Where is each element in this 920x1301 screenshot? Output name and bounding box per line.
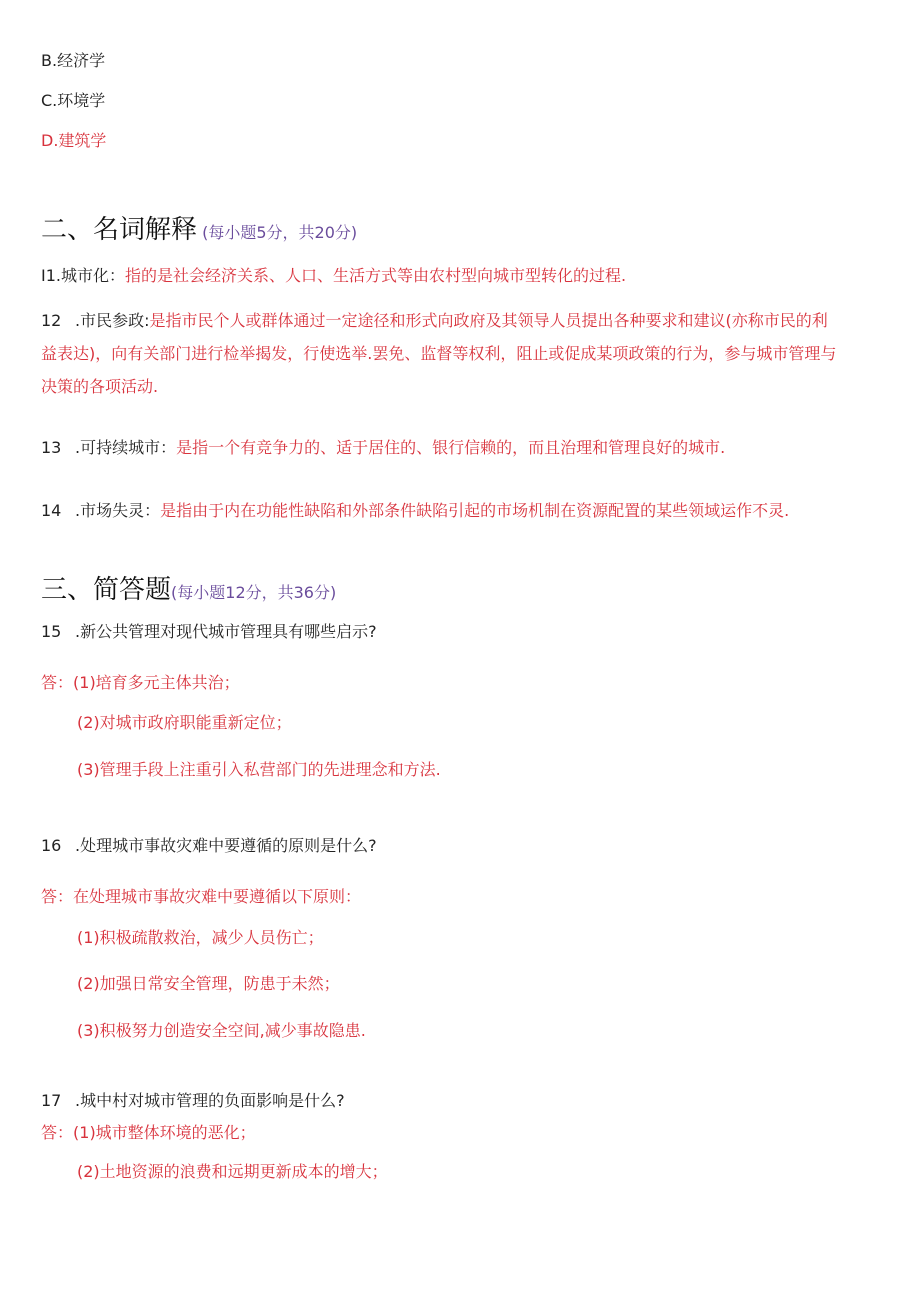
question xyxy=(41,1091,345,1111)
question-number: 16 xyxy=(41,836,62,855)
answer-label: 答： xyxy=(41,673,74,692)
question xyxy=(41,836,377,856)
answer-line xyxy=(41,1123,256,1143)
question-text: .处理城市事故灾难中要遵循的原则是什么? xyxy=(75,836,377,855)
answer-point: (1)城市整体环境的恶化； xyxy=(73,1123,256,1142)
answer-point: (1)培育多元主体共治； xyxy=(73,673,240,692)
term-definition: 是指由于内在功能性缺陷和外部条件缺陷引起的市场机制在资源配置的某些领域运作不灵. xyxy=(160,501,790,520)
term-item xyxy=(41,266,626,286)
answer-line xyxy=(41,887,361,907)
term-definition: 指的是社会经济关系、人口、生活方式等由农村型向城市型转化的过程. xyxy=(125,266,627,285)
term-item xyxy=(41,311,828,331)
question-text: .城中村对城市管理的负面影响是什么? xyxy=(75,1091,345,1110)
section3-title: 三、简答题 xyxy=(41,575,172,605)
term-label: I1.城市化： xyxy=(41,266,125,285)
answer-label: 答： xyxy=(41,1123,74,1142)
option-b: B.经济学 xyxy=(41,51,106,70)
section3-note: (每小题12分，共36分) xyxy=(171,583,337,602)
term-number: 12 xyxy=(41,311,62,330)
section3-heading xyxy=(41,575,336,605)
term-definition-cont: 决策的各项活动. xyxy=(41,377,159,396)
term-item xyxy=(41,438,725,458)
answer-point: (2)加强日常安全管理，防患于未然； xyxy=(77,974,340,993)
question-text: .新公共管理对现代城市管理具有哪些启示? xyxy=(75,622,377,641)
answer-intro: 在处理城市事故灾难中要遵循以下原则： xyxy=(73,887,362,906)
section2-title: 二、名词解释 xyxy=(41,215,198,245)
term-number: 13 xyxy=(41,438,62,457)
answer-point: (3)积极努力创造安全空间,减少事故隐患. xyxy=(77,1021,366,1040)
answer-label: 答： xyxy=(41,887,74,906)
question-number: 17 xyxy=(41,1091,62,1110)
term-item xyxy=(41,501,789,521)
answer-point: (1)积极疏散救治，减少人员伤亡； xyxy=(77,928,324,947)
term-number: 14 xyxy=(41,501,62,520)
option-c: C.环境学 xyxy=(41,91,106,110)
term-label: .可持续城市： xyxy=(75,438,177,457)
answer-point: (2)对城市政府职能重新定位； xyxy=(77,713,292,732)
term-label: .市场失灵： xyxy=(75,501,161,520)
term-definition-cont: 益表达)，向有关部门进行检举揭发，行使选举.罢免、监督等权利，阻止或促成某项政策的行为，参与城市管理与 xyxy=(41,344,837,363)
answer-point: (3)管理手段上注重引入私营部门的先进理念和方法. xyxy=(77,760,441,779)
term-definition: 是指一个有竞争力的、适于居住的、银行信赖的，而且治理和管理良好的城市. xyxy=(176,438,726,457)
term-definition: 是指市民个人或群体通过一定途径和形式向政府及其领导人员提出各种要求和建议(亦称市民的利 xyxy=(149,311,828,330)
answer-line xyxy=(41,673,240,693)
question xyxy=(41,622,377,642)
section2-heading xyxy=(41,215,357,245)
term-label: .市民参政: xyxy=(75,311,150,330)
question-number: 15 xyxy=(41,622,62,641)
answer-point: (2)土地资源的浪费和远期更新成本的增大； xyxy=(77,1162,388,1181)
section2-note: (每小题5分，共20分) xyxy=(202,223,358,242)
option-d-answer: D.建筑学 xyxy=(41,131,107,150)
